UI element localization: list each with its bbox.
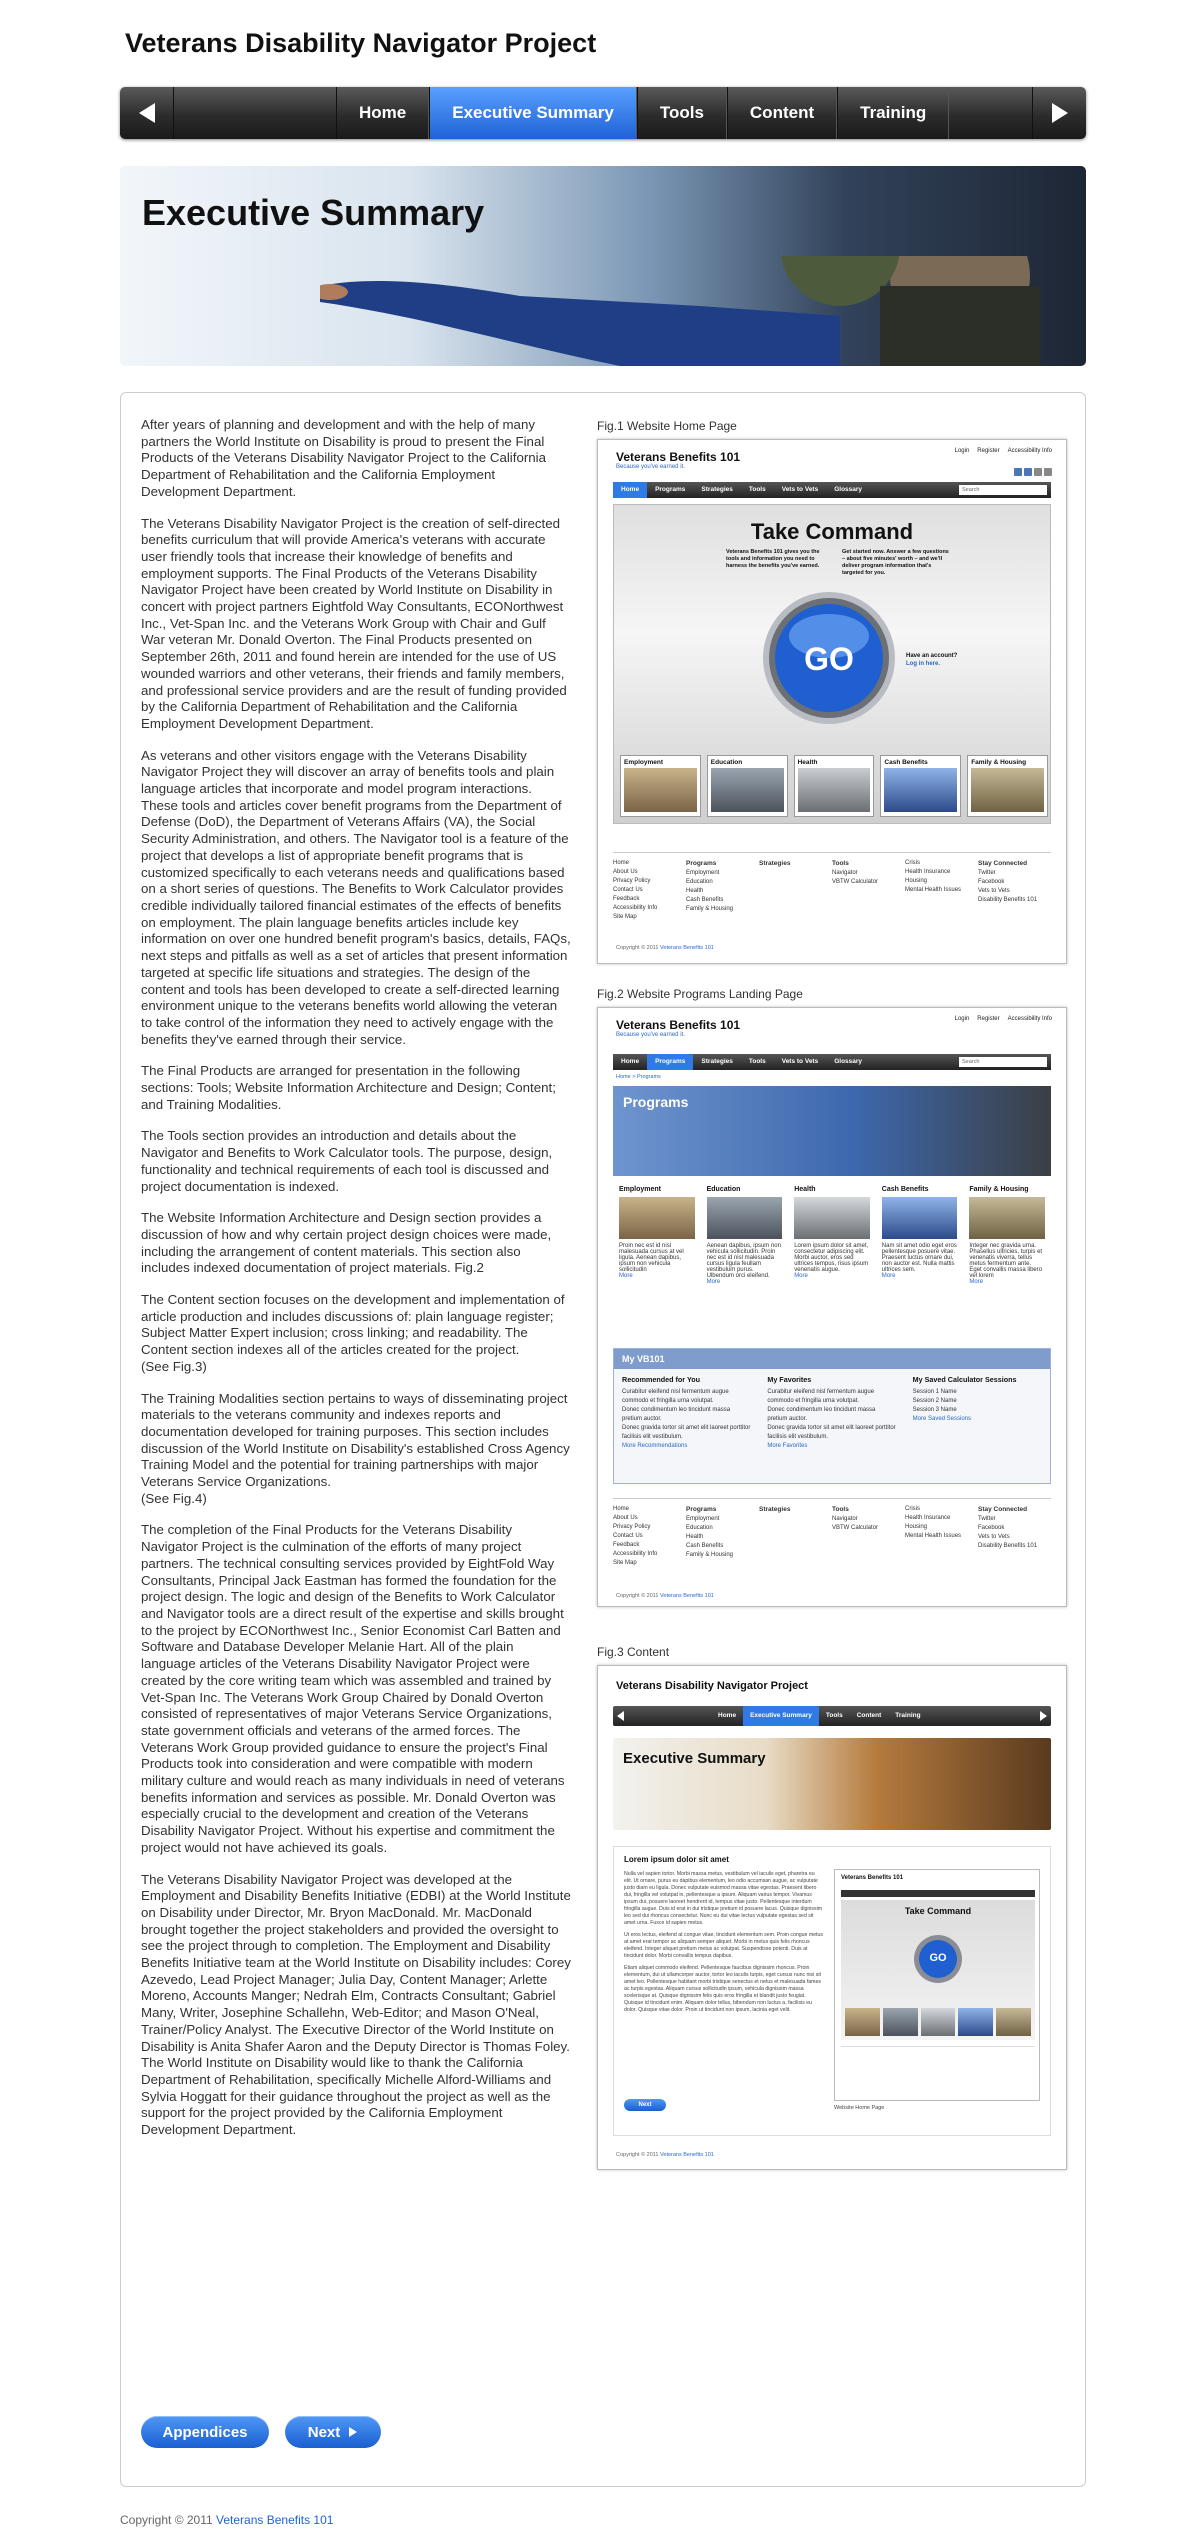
fig2-footer-link: Navigator — [832, 1516, 858, 1522]
fig2-program-col — [701, 1186, 789, 1285]
fig1-footer-link: Cash Benefits — [686, 897, 724, 903]
paragraph: The Veterans Disability Navigator Project is the creation of self-directed benefits curriculum that will provide America's veterans with accurate user friendly tools that increase their knowledge of benefits and employment supports. The Final Products of the Veterans Disability Navigator Project have been created by World Institute on Disability in concert with project partners Eightfold Way Consultants, ECONorthwest Inc., Vet-Span Inc. and the Veterans Work Group with Chair and Gulf War veteran Mr. Donald Overton. The Final Products presented on September 26th, 2011 and found herein are intended for the use of US wounded warriors and other veterans, their friends and family members, and professional service providers and are the result of funding provided by the California Department of Rehabilitation and the California Employment Development Department. — [141, 515, 567, 731]
fig2-accessibility-link: Accessibility Info — [1007, 1016, 1052, 1022]
fig2-program-columns — [613, 1186, 1051, 1285]
paragraph: The Tools section provides an introduction and details about the Navigator and Benefits to Work Calculator tools. The purpose, design, functionality and technical requirements of each tool is discussed and project documentation is indexed. — [141, 1128, 553, 1194]
fig2-footer-link: VBTW Calculator — [832, 1525, 879, 1531]
fig1-caption: Fig.1 Website Home Page — [597, 419, 737, 433]
fig1-footer-link: Contact Us — [613, 887, 643, 893]
fig2-vb-item: Donec gravida tortor sit amet elit laoreet porttitor facilisis elit vestibulum. — [622, 1425, 751, 1440]
fig2-nav — [613, 1054, 1051, 1070]
fig2-vb-more: More Saved Sessions — [912, 1416, 972, 1422]
fig1-footer-link: Vets to Vets — [978, 888, 1010, 894]
fig2-nav-item: Glossary — [834, 1058, 863, 1065]
fig1-card-label: Family & Housing — [971, 759, 1027, 766]
fig1-footer-heading: Programs — [686, 860, 717, 867]
fig1-register-link: Register — [977, 448, 1000, 454]
fig2-vb-col — [905, 1369, 1050, 1457]
fig1-home-page — [597, 439, 1067, 964]
fig2-footer-link: Accessibility Info — [613, 1551, 658, 1557]
fig1-footer-heading: Strategies — [759, 860, 791, 867]
fig2-vb-title: My VB101 — [614, 1349, 1050, 1369]
fig3-nav — [613, 1706, 1051, 1726]
fig3-hero — [613, 1738, 1051, 1830]
fig2-caption: Fig.2 Website Programs Landing Page — [597, 987, 803, 1001]
fig3-hero-title: Executive Summary — [623, 1750, 766, 1767]
fig2-vb-item: Curabitur eleifend nisl fermentum augue commodo et fringilla urna volutpat. — [767, 1389, 875, 1404]
fig1-card — [794, 755, 875, 817]
fig1-login-here: Log in here. — [906, 661, 941, 667]
fig2-footer-link: Housing — [905, 1524, 928, 1530]
fig2-vb-item: Donec gravida tortor sit amet elit laoreet porttitor facilisis elit vestibulum. — [767, 1425, 896, 1440]
fig3-content-page — [597, 1665, 1067, 2170]
fig3-nav-item: Executive Summary — [743, 1706, 819, 1726]
fig3-nav-item: Home — [718, 1712, 737, 1719]
fig1-footer-link: Twitter — [978, 870, 996, 876]
fig1-footer-link: Mental Health Issues — [905, 887, 962, 893]
fig2-footer-heading: Programs — [686, 1506, 717, 1513]
fig1-nav-item: Strategies — [701, 486, 733, 493]
fig2-nav-item: Tools — [748, 1058, 766, 1065]
fig1-headline: Take Command — [750, 519, 914, 544]
page-footer — [120, 2513, 333, 2527]
copyright-text: Copyright © 2011 — [120, 2513, 213, 2527]
paragraph: As veterans and other visitors engage with the Veterans Disability Navigator Project they will discover an array of benefits tools and plain language articles that incorporate and model program interactions. These tools and articles cover benefit programs from the Department of Defense (DoD), the Department of Veterans Affairs (VA), the Social Security Administration, and others. The Navigator tool is a feature of the project that develops a list of appropriate benefit programs that is customized specifically to each veterans needs and qualifications based on a short series of questions. The Benefits to Work Calculator provides credible individually tailored financial estimates of the effects of benefits on employment. The plain language benefits articles include key information on over one hundred benefit program's basics, details, FAQs, next steps and pitfalls as well as a set of articles that present information targeted at specific life situations and strategies. The design of the content and tools has been developed to create a self-directed learning environment unique to the veterans benefits world allowing the veteran to take control of the information they need to actively engage with the benefits they've earned through their service. — [141, 747, 571, 1047]
fig2-footer-link: Mental Health Issues — [905, 1533, 962, 1539]
fig2-program-col — [963, 1186, 1051, 1285]
fig2-nav-item: Strategies — [701, 1058, 733, 1065]
fig1-copyright-link: Veterans Benefits 101 — [660, 945, 714, 951]
fig3-home-thumbnail — [834, 1869, 1040, 2101]
fig1-copyright-text: Copyright © 2011 — [616, 945, 659, 951]
fig2-program-col — [788, 1186, 876, 1285]
fig2-nav-item: Programs — [647, 1054, 693, 1070]
paragraph: After years of planning and development and with the help of many partners the World Institute on Disability is proud to present the Final Products of the Veterans Disability Navigator Project to the California Department of Rehabilitation and the California Employment Development Department. — [141, 417, 547, 499]
fig2-footer-link: Health Insurance — [905, 1515, 951, 1521]
fig1-nav-item: Vets to Vets — [781, 486, 819, 493]
fig1-nav — [613, 482, 1051, 498]
fig2-search-box: Search — [959, 1057, 1047, 1067]
paragraph: The Content section focuses on the development and implementation of article production and includes discussions of: plain language register; Subject Matter Expert inclusion; cross linking; and readability. The Content section indexes all of the articles created for the project. (See Fig.3) — [141, 1292, 565, 1374]
triangle-right-icon — [348, 2426, 358, 2438]
nav-item-training[interactable]: Training — [837, 87, 949, 139]
fig2-footer-link: Home — [613, 1506, 630, 1512]
fig1-tagline: Because you've earned it. — [616, 464, 685, 470]
fig2-vb-col — [614, 1369, 759, 1457]
fig2-nav-item: Home — [621, 1058, 640, 1065]
paragraph: The Website Information Architecture and Design section provides a discussion of how and why certain project design choices were made, including the arrangement of content materials. This section also includes indexed documentation of project materials. Fig.2 — [141, 1210, 552, 1276]
fig2-banner-title: Programs — [623, 1094, 689, 1110]
hero-photo — [320, 256, 1086, 366]
nav-item-executive-summary[interactable]: Executive Summary — [429, 87, 637, 139]
fig3-copyright-link: Veterans Benefits 101 — [660, 2152, 714, 2158]
fig2-site-title: Veterans Benefits 101 — [616, 1018, 741, 1032]
fig1-footer-link: Navigator — [832, 870, 858, 876]
fig2-footer-link: Site Map — [613, 1560, 637, 1566]
appendices-label: Appendices — [162, 2423, 248, 2441]
fig1-card-label: Employment — [624, 759, 664, 766]
fig2-col-text: Nam sit amet odio eget eros pellentesque posuere vitae. Praesent luctus ornare dui, non auctor est. Nulla mattis ultrices sem. — [881, 1243, 957, 1273]
fig3-thumb-headline: Take Command — [904, 1906, 972, 1916]
fig2-copyright-link: Veterans Benefits 101 — [660, 1593, 714, 1599]
fig1-footer-link: Disability Benefits 101 — [978, 897, 1038, 903]
fig3-copyright-text: Copyright © 2011 — [616, 2152, 659, 2158]
fig1-footer-link: Privacy Policy — [613, 878, 651, 884]
fig1-footer-link: Facebook — [978, 879, 1005, 885]
fig2-col-text: Integer nec gravida urna. Phasellus ultricies, turpis et venenatis viverra, tellus metus fermentum ante. Eget convallis massa libero vel lorem — [969, 1243, 1043, 1279]
fig2-vb-item: Session 2 Name — [912, 1398, 957, 1404]
fig2-vb-item: Donec condimentum leo tincidunt massa pretium auctor. — [622, 1407, 731, 1422]
fig1-card — [967, 755, 1048, 817]
appendices-button[interactable] — [141, 2416, 269, 2448]
fig3-copyright — [616, 2152, 714, 2158]
fig2-program-col — [613, 1186, 701, 1285]
triangle-right-icon — [1039, 1711, 1047, 1721]
fig1-card-label: Education — [710, 759, 743, 766]
fig1-footer-link: Health Insurance — [905, 869, 951, 875]
fig2-footer-link: Twitter — [978, 1516, 996, 1522]
nav-item-content[interactable]: Content — [727, 87, 837, 139]
fig1-footer-link: Employment — [686, 870, 720, 876]
fig1-card — [620, 755, 701, 817]
next-button[interactable] — [285, 2416, 381, 2448]
fig1-footer-link: Site Map — [613, 914, 637, 920]
fig2-footer-link: Employment — [686, 1516, 720, 1522]
fig2-vb-col-title: My Favorites — [767, 1375, 812, 1384]
fig1-account-text: Have an account? — [906, 653, 958, 659]
triangle-left-icon — [137, 102, 157, 124]
fig1-footer-link: Crisis — [905, 860, 920, 866]
summary-text — [141, 417, 571, 2154]
fig2-vb-more: More Recommendations — [622, 1443, 688, 1449]
fig2-login-link: Login — [954, 1016, 970, 1022]
fig1-intro-left: Veterans Benefits 101 gives you the tools and information you need to harness the benefits you've earned. — [726, 549, 820, 569]
fig2-copyright — [616, 1593, 714, 1599]
fig1-footer-link: Home — [613, 860, 630, 866]
fig3-thumb-title: Veterans Benefits 101 — [841, 1875, 904, 1881]
footer-home-link[interactable]: Veterans Benefits 101 — [216, 2513, 334, 2527]
nav-item-home[interactable]: Home — [336, 87, 429, 139]
fig1-search-box: Search — [959, 485, 1047, 495]
fig1-footer-link: Feedback — [613, 896, 640, 902]
paragraph: The completion of the Final Products for the Veterans Disability Navigator Project is the culmination of the efforts of many project partners. The technical consulting services provided by EightFold Way Consultants, Principal Jack Eastman has formed the foundation for the project design. The logic and design of the Benefits to Work Calculator and Navigator tools are a direct result of the expertise and skills brought to the project by ECONorthwest Inc., Senior Economist Carl Batten and Software and Database Developer Melanie Hart. All of the plain language articles of the Veterans Disability Navigator Project were created by the core writing team which was assembled and trained by Vet-Span Inc. The Veterans Work Group Chaired by Donald Overton consisted of representatives of major Veterans Service Organizations, state government officials and veterans of the armed forces. The Veterans Work Group provided guidance to ensure the project's Final Products took into consideration and were compatible with modern military culture and would reach as many individuals in need of veterans benefits information and services as possible. Mr. Donald Overton was especially crucial to the development and creation of the Veterans Disability Navigator Project. Without his expertise and commitment the project would not have achieved its goals. — [141, 1522, 565, 1855]
fig1-login-link: Login — [954, 448, 970, 454]
fig1-footer-link: VBTW Calculator — [832, 879, 879, 885]
fig1-card-label: Health — [797, 759, 818, 766]
hero-banner — [120, 166, 1086, 366]
page-title: Executive Summary — [142, 192, 485, 233]
fig1-footer-link: Education — [686, 879, 713, 885]
fig2-breadcrumb: Home > Programs — [616, 1074, 661, 1080]
main-nav — [120, 87, 1086, 139]
fig2-footer-link: Facebook — [978, 1525, 1005, 1531]
fig3-article-paragraph: Etiam aliquet commodo eleifend. Pellentesque faucibus dignissim rhoncus. Proin elementum, dui ut ullamcorper auctor, tortor leo iaculis turpis, eget cursus nunc nisi sit amet leo. Pellentesque habitant morbi tristique senectus et netus et malesuada fames ac turpis egestas. Aliquam cursus sollicitudin ipsum, vehicula dignissim massa scelerisque at. Quisque dignissim felis quis eros fringilla et blandit justo feugiat. Quisque id tincidunt enim. Aliquam dolor tellus, bibendum non luctus a, facilisis eu dolor. Quisque vitae dolor. Proin ut tincidunt non ipsum, lacinia eget velit. — [624, 1965, 821, 2013]
fig1-footer-heading: Stay Connected — [978, 860, 1028, 867]
nav-next-button[interactable] — [1032, 87, 1086, 139]
fig3-thumb-caption: Website Home Page — [834, 2105, 885, 2111]
fig2-footer-links — [613, 1498, 1051, 1568]
fig1-card-label: Cash Benefits — [884, 759, 928, 766]
fig2-footer-heading: Stay Connected — [978, 1506, 1028, 1513]
fig2-vb-item: Session 3 Name — [912, 1407, 957, 1413]
fig2-program-col — [876, 1186, 964, 1285]
fig2-col-title: Health — [794, 1186, 816, 1193]
fig2-vb-item: Session 1 Name — [912, 1389, 957, 1395]
paragraph: The Final Products are arranged for presentation in the following sections: Tools; Website Information Architecture and Design; Content; and Training Modalities. — [141, 1063, 556, 1112]
fig1-nav-item: Programs — [655, 486, 686, 493]
fig3-nav-item: Training — [895, 1712, 921, 1719]
fig2-tagline: Because you've earned it. — [616, 1032, 685, 1038]
fig2-vb-col-title: Recommended for You — [622, 1375, 701, 1384]
fig2-nav-item: Vets to Vets — [781, 1058, 819, 1065]
fig2-vb-col-title: My Saved Calculator Sessions — [912, 1375, 1017, 1384]
fig3-article-title: Lorem ipsum dolor sit amet — [624, 1855, 729, 1864]
fig1-footer-links — [613, 852, 1051, 922]
fig1-card — [707, 755, 788, 817]
fig2-more-link: More — [969, 1279, 984, 1285]
next-label: Next — [307, 2423, 341, 2441]
fig1-accessibility-link: Accessibility Info — [1007, 448, 1052, 454]
fig2-footer-link: Contact Us — [613, 1533, 643, 1539]
triangle-right-icon — [1050, 102, 1070, 124]
fig2-col-title: Education — [706, 1186, 741, 1193]
fig1-intro-right: Get started now. Answer a few questions – about five minutes' worth – and we'll deliver program information that's targeted for you. — [842, 549, 949, 576]
fig2-footer-link: Health — [686, 1534, 704, 1540]
fig2-footer-heading: Strategies — [759, 1506, 791, 1513]
fig3-nav-item: Content — [856, 1712, 882, 1719]
fig2-footer-link: Disability Benefits 101 — [978, 1543, 1038, 1549]
fig3-nav-item: Tools — [825, 1712, 843, 1719]
nav-prev-button[interactable] — [120, 87, 174, 139]
fig2-register-link: Register — [977, 1016, 1000, 1022]
fig3-article-paragraph: Nulla vel sapien tortor. Morbi massa metus, vestibulum vel iaculis eget, pharetra eu elit. Ut ornare, purus eu dapibus elementum, leo odio accumsan augue, ac vulputate justo diam eu ligula. Donec vulputate euismod massa vitae egestas. Praesent libero dui, fringilla vel volutpat in, pellentesque a ipsum. Aliquam varius tempor. Vivamus ipsum dui, posuere laoreet hendrerit id, tempus vitae justo. Pellentesque interdum fringilla augue. Duis id erat in dui tristique pretium id posuere lacus. Quisque dignissim leo sed dui rhoncus consectetur. Nunc eu dui vitae lectus vulputate egestas sed sit amet urna. Fusce id sapien metus. — [624, 1871, 823, 1926]
fig2-copyright-text: Copyright © 2011 — [616, 1593, 659, 1599]
fig3-article-box — [613, 1846, 1051, 2136]
site-title: Veterans Disability Navigator Project — [125, 28, 597, 58]
fig2-footer-link: Crisis — [905, 1506, 920, 1512]
fig2-footer-link: Cash Benefits — [686, 1543, 724, 1549]
fig1-footer-heading: Tools — [832, 860, 849, 867]
fig3-article-paragraph: Ut eros lectus, eleifend at congue vitae, tincidunt elementum sem. Proin congue metus at amet erat tempor ac aliquam semper aliquet. Morbi in metus quis felis rhoncus eleifend. Integer aliquet pretium metus ac volutpat. Suspendisse potenti. Duis at tincidunt dolor. Morbi convallis tempus dapibus. — [624, 1932, 823, 1959]
fig3-site-title: Veterans Disability Navigator Project — [616, 1680, 808, 1692]
fig3-next-button: Next — [624, 2099, 666, 2111]
fig1-site-title: Veterans Benefits 101 — [616, 450, 741, 464]
main-content-card — [120, 392, 1086, 2487]
fig1-card — [880, 755, 961, 817]
fig2-footer-heading: Tools — [832, 1506, 849, 1513]
fig2-col-title: Family & Housing — [969, 1186, 1029, 1193]
fig2-col-title: Employment — [619, 1186, 662, 1193]
fig1-social-icons — [1014, 468, 1052, 476]
fig2-footer-link: Family & Housing — [686, 1552, 734, 1558]
fig2-more-link: More — [619, 1273, 633, 1279]
fig2-footer-link: Vets to Vets — [978, 1534, 1010, 1540]
fig2-more-link: More — [794, 1273, 808, 1279]
fig2-footer-link: Education — [686, 1525, 713, 1531]
fig2-col-text: Aenean dapibus, ipsum non vehicula sollicitudin. Proin nec est id nisl malesuada cursus ligula feullam vestibulum purus. Ulbendum orci eleifend. — [706, 1243, 781, 1279]
fig1-nav-item: Glossary — [834, 486, 863, 493]
fig2-more-link: More — [881, 1273, 896, 1279]
fig1-footer-link: Family & Housing — [686, 906, 734, 912]
fig2-vb-more: More Favorites — [767, 1443, 808, 1449]
fig1-footer-link: Housing — [905, 878, 928, 884]
fig1-copyright — [616, 945, 714, 951]
fig2-more-link: More — [706, 1279, 721, 1285]
fig2-footer-link: Privacy Policy — [613, 1524, 651, 1530]
fig2-my-vb101 — [613, 1348, 1051, 1484]
fig1-footer-link: Health — [686, 888, 704, 894]
fig1-nav-item: Tools — [748, 486, 766, 493]
fig2-programs-page — [597, 1007, 1067, 1607]
fig1-nav-item: Home — [613, 482, 647, 498]
fig2-col-text: Lorem ipsum dolor sit amet, consectetur adipiscing elit. Morbi auctor, eros sed ultrices tempus, risus ipsum venenatis augue. — [794, 1243, 869, 1273]
fig1-card-row — [620, 755, 1048, 817]
fig3-thumb-go-label: GO — [929, 1952, 947, 1964]
fig1-hero — [613, 504, 1051, 824]
paragraph: The Training Modalities section pertains to ways of disseminating project materials to the veterans community and indexes reports and documentation developed for training purposes. This section includes discussion of the World Institute on Disability's established Cross Agency Training Model and the potential for training partnerships with major Veterans Service Organizations. (See Fig.4) — [141, 1390, 570, 1506]
fig1-footer-link: About Us — [613, 869, 638, 875]
fig2-footer-link: Feedback — [613, 1542, 640, 1548]
fig1-go-label: GO — [804, 641, 854, 677]
paragraph: The Veterans Disability Navigator Project was developed at the Employment and Disability Benefits Initiative (EDBI) at the World Institute on Disability under Director, Mr. Bryon MacDonald. Mr. MacDonald brought together the project stakeholders and provided the oversight to see the project through to completion. The Employment and Disability Benefits Initiative team at the World Institute on Disability includes: Corey Azevedo, Lead Project Manager; Julia Day, Content Manager; Arlette Moreno, Accounts Manger; Nedrah Elm, Contracts Consultant; Gabriel Many, Writer, Josephine Schallehn, Web-Editor; and Mason O'Neal, Trainer/Policy Analyst. The Executive Director of the World Institute on Disability is Anita Shafer Aaron and the Deputy Director is Thomas Foley. The World Institute on Disability would like to thank the California Department of Rehabilitation, specifically Michelle Alford-Williams and Sylvia Hoggatt for their guidance throughout the project as well as the support for the project provided by the California Employment Development Department. — [141, 1871, 571, 2138]
nav-item-tools[interactable]: Tools — [637, 87, 727, 139]
fig2-vb-item: Donec condimentum leo tincidunt massa pretium auctor. — [767, 1407, 876, 1422]
fig2-footer-link: About Us — [613, 1515, 638, 1521]
fig2-vb-col — [759, 1369, 904, 1457]
triangle-left-icon — [617, 1711, 625, 1721]
fig2-col-title: Cash Benefits — [881, 1186, 929, 1193]
fig3-caption: Fig.3 Content — [597, 1645, 670, 1659]
fig1-footer-link: Accessibility Info — [613, 905, 658, 911]
fig2-banner — [613, 1086, 1051, 1176]
fig2-col-text: Proin nec est id nisl malesuada cursus at vel ligula. Aenean dapibus, ipsum non vehicula sollicitudin — [619, 1243, 684, 1273]
fig2-vb-item: Curabitur eleifend nisl fermentum augue commodo et fringilla urna volutpat. — [622, 1389, 729, 1404]
